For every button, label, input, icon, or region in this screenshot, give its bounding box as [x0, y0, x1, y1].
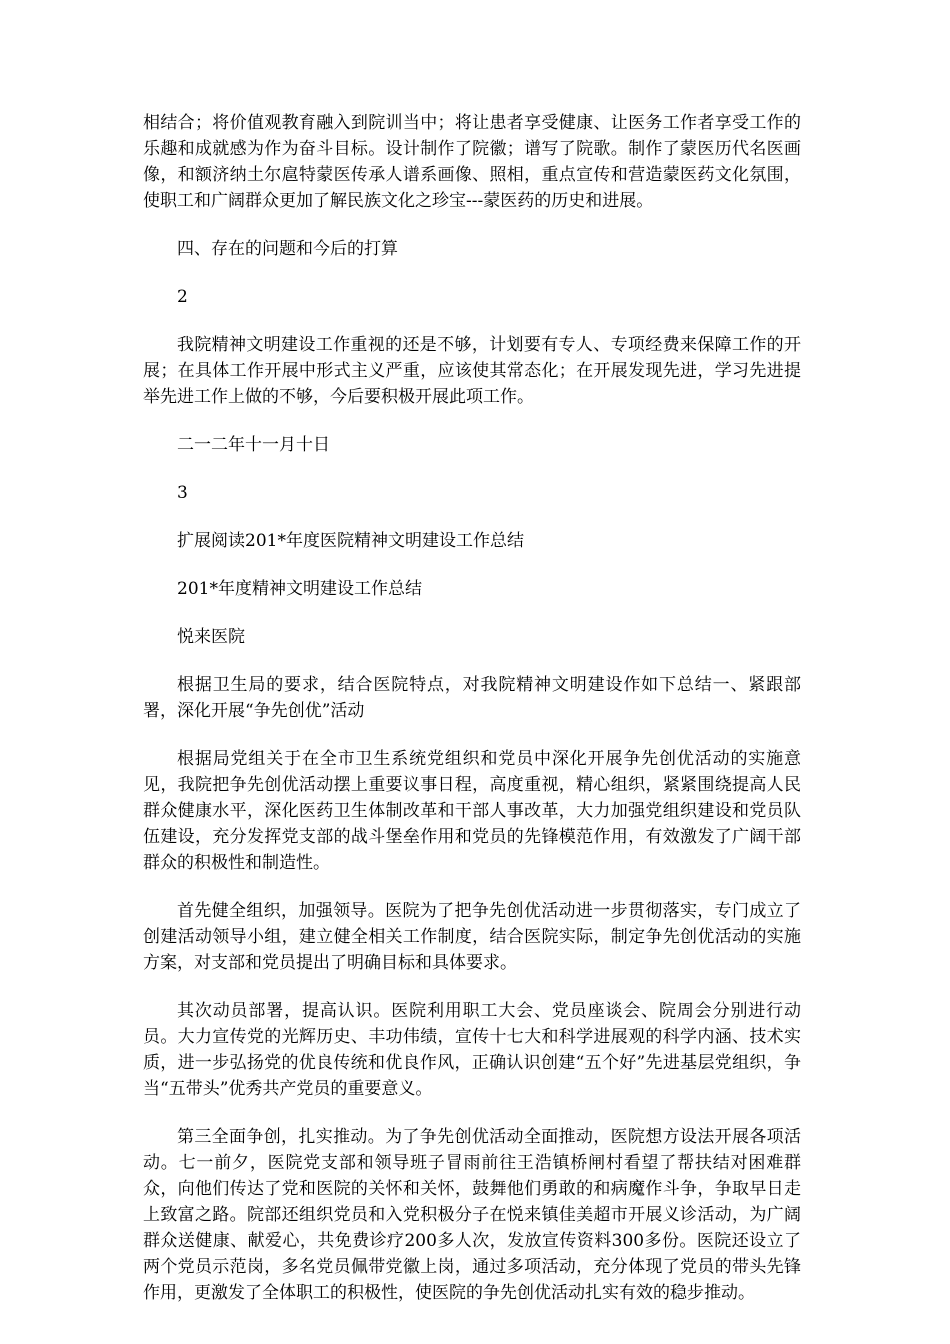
paragraph-implementation: 根据局党组关于在全市卫生系统党组织和党员中深化开展争先创优活动的实施意见，我院把争先创优活动摆上重要议事日程，高度重视，精心组织，紧紧围绕提高人民群众健康水平，深化医药卫生体制改革和干部人事改革，大力加强党组织建设和党员队伍建设，充分发挥党支部的战斗堡垒作用和党员的先锋模范作用，有效激发了广阔干部群众的积极性和制造性。	[143, 749, 801, 873]
extended-reading-title: 扩展阅读201*年度医院精神文明建设工作总结	[177, 531, 524, 551]
page-number: 3	[177, 483, 188, 503]
date-line: 二一二年十一月十日	[177, 435, 330, 455]
page-number: 2	[177, 287, 188, 307]
paragraph-problems: 我院精神文明建设工作重视的还是不够，计划要有专人、专项经费来保障工作的开展；在具体工作开展中形式主义严重，应该使其常态化；在开展发现先进，学习先进提举先进工作上做的不够，今后要积极开展此项工作。	[143, 335, 801, 407]
summary-title: 201*年度精神文明建设工作总结	[177, 579, 422, 599]
paragraph-intro: 根据卫生局的要求，结合医院特点，对我院精神文明建设作如下总结一、紧跟部署，深化开展“争先创优”活动	[143, 675, 801, 721]
paragraph-continuation: 相结合；将价值观教育融入到院训当中；将让患者享受健康、让医务工作者享受工作的乐趣和成就感为作为奋斗目标。设计制作了院徽；谱写了院歌。制作了蒙医历代名医画像，和额济纳土尔扈特蒙医传承人谱系画像、照相，重点宣传和营造蒙医药文化氛围，使职工和广阔群众更加了解民族文化之珍宝---蒙医药的历史和进展。	[143, 113, 801, 211]
hospital-name: 悦来医院	[177, 627, 245, 647]
document-page	[143, 110, 801, 1328]
paragraph-organization: 首先健全组织，加强领导。医院为了把争先创优活动进一步贯彻落实，专门成立了创建活动领导小组，建立健全相关工作制度，结合医院实际，制定争先创优活动的实施方案，对支部和党员提出了明确目标和具体要求。	[143, 901, 801, 973]
section-heading-problems: 四、存在的问题和今后的打算	[177, 239, 398, 259]
paragraph-mobilization: 其次动员部署，提高认识。医院利用职工大会、党员座谈会、院周会分别进行动员。大力宣传党的光辉历史、丰功伟绩，宣传十七大和科学进展观的科学内涵、技术实质，进一步弘扬党的优良传统和优良作风，正确认识创建“五个好”先进基层党组织，争当“五带头”优秀共产党员的重要意义。	[143, 1001, 801, 1099]
paragraph-promotion: 第三全面争创，扎实推动。为了争先创优活动全面推动，医院想方设法开展各项活动。七一前夕，医院党支部和领导班子冒雨前往王浩镇桥闸村看望了帮扶结对困难群众，向他们传达了党和医院的关怀和关怀，鼓舞他们勇敢的和病魔作斗争，争取早日走上致富之路。院部还组织党员和入党积极分子在悦来镇佳美超市开展义诊活动，为广阔群众送健康、献爱心，共免费诊疗200多人次，发放宣传资料300多份。医院还设立了两个党员示范岗，多名党员佩带党徽上岗，通过多项活动，充分体现了党员的带头先锋作用，更激发了全体职工的积极性，使医院的争先创优活动扎实有效的稳步推动。	[143, 1127, 801, 1303]
